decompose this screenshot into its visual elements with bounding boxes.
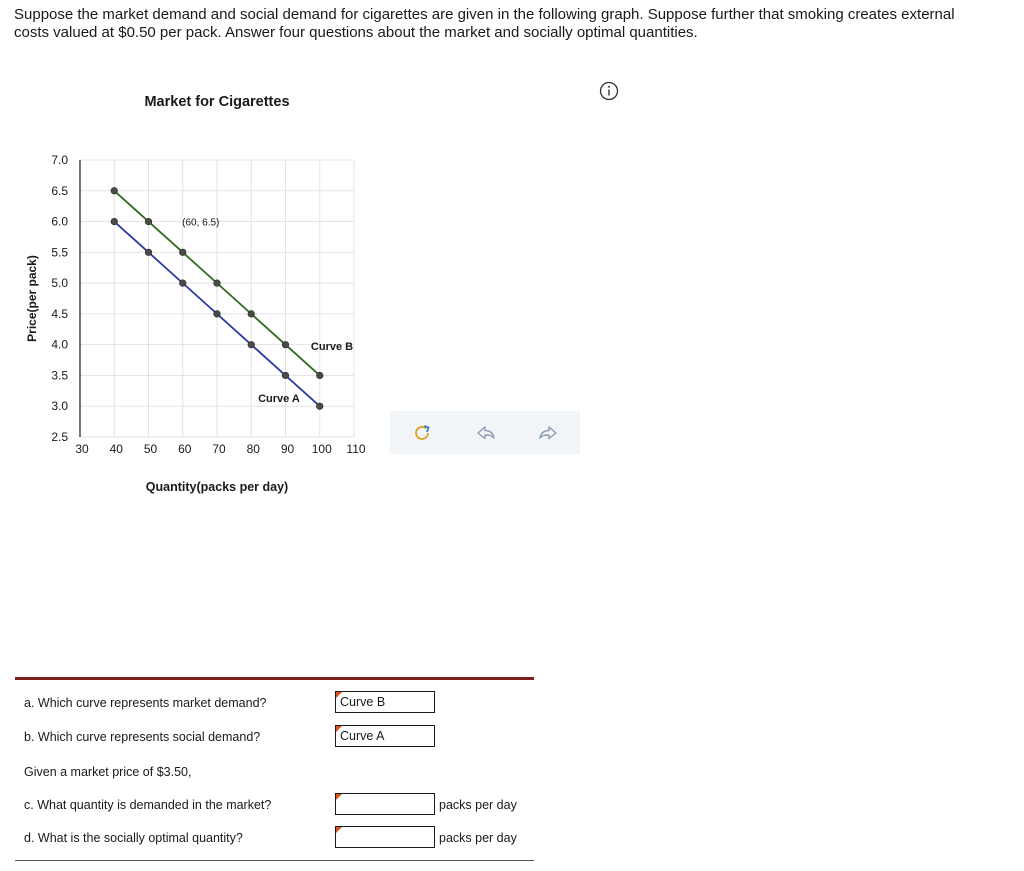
y-tick-label: 3.0	[51, 399, 68, 414]
x-tick-label: 90	[280, 442, 295, 456]
info-icon[interactable]	[599, 81, 619, 101]
answer-flag-icon	[336, 794, 342, 800]
x-tick-label: 100	[311, 442, 332, 456]
data-point[interactable]	[145, 249, 152, 256]
market-chart	[0, 80, 400, 510]
answer-a-value: Curve B	[340, 695, 386, 709]
redo-icon[interactable]	[536, 421, 560, 445]
question-d: d. What is the socially optimal quantity?	[24, 831, 243, 845]
series-label: Curve A	[258, 393, 300, 405]
series-label: Curve B	[310, 341, 354, 353]
data-point[interactable]	[111, 187, 118, 194]
x-tick-label: 70	[212, 442, 226, 456]
y-tick-label: 5.5	[51, 245, 68, 260]
data-point[interactable]	[282, 372, 289, 379]
data-point[interactable]	[214, 311, 221, 318]
graph-toolbar	[390, 411, 580, 454]
y-tick-label: 5.0	[51, 276, 68, 291]
unit-label-c: packs per day	[439, 798, 517, 812]
data-point[interactable]	[179, 249, 186, 256]
data-point[interactable]	[111, 218, 118, 225]
y-tick-label: 4.0	[51, 337, 68, 352]
y-tick-label: 2.5	[51, 430, 68, 444]
answer-c-input[interactable]	[335, 793, 435, 815]
question-c: c. What quantity is demanded in the market?	[24, 798, 272, 812]
data-point[interactable]	[145, 218, 152, 225]
answer-b-dropdown[interactable]	[335, 725, 435, 747]
answer-flag-icon	[336, 726, 342, 732]
refresh-icon[interactable]	[410, 421, 434, 445]
given-price-text: Given a market price of $3.50,	[24, 765, 192, 779]
answer-a-dropdown[interactable]	[335, 691, 435, 713]
answer-flag-icon	[336, 827, 342, 833]
undo-icon[interactable]	[474, 421, 498, 445]
section-divider	[15, 677, 534, 680]
data-point[interactable]	[248, 341, 255, 348]
y-axis-label: Price(per pack)	[25, 255, 39, 342]
question-b: b. Which curve represents social demand?	[24, 730, 261, 744]
data-point[interactable]	[248, 311, 255, 318]
data-point[interactable]	[282, 341, 289, 348]
x-tick-label: 80	[246, 442, 260, 456]
x-axis-label: Quantity(packs per day)	[145, 480, 289, 494]
answer-b-value: Curve A	[340, 729, 385, 743]
y-tick-label: 7.0	[51, 153, 68, 167]
question-a: a. Which curve represents market demand?	[24, 696, 267, 710]
data-point[interactable]	[179, 280, 186, 287]
section-divider	[15, 860, 534, 861]
point-annotation: (60, 6.5)	[182, 217, 220, 229]
data-point[interactable]	[214, 280, 221, 287]
unit-label-d: packs per day	[439, 831, 517, 845]
data-point[interactable]	[316, 372, 323, 379]
x-tick-label: 50	[143, 442, 158, 456]
y-tick-label: 6.5	[51, 183, 68, 198]
answer-d-input[interactable]	[335, 826, 435, 848]
y-tick-label: 4.5	[51, 306, 68, 321]
x-tick-label: 30	[75, 442, 89, 456]
data-point[interactable]	[316, 403, 323, 410]
y-tick-label: 6.0	[51, 214, 68, 229]
chart-title: Market for Cigarettes	[144, 94, 290, 110]
answer-flag-icon	[336, 692, 342, 698]
y-tick-label: 3.5	[51, 368, 68, 383]
x-tick-label: 110	[346, 442, 366, 456]
question-intro: Suppose the market demand and social demand for cigarettes are given in the following graph. Suppose further that smoking creates external costs valued at $0.50 per pack. Answer four questions about the market and socially optimal quantities.	[14, 6, 955, 41]
x-tick-label: 40	[109, 442, 123, 456]
x-tick-label: 60	[178, 442, 192, 456]
